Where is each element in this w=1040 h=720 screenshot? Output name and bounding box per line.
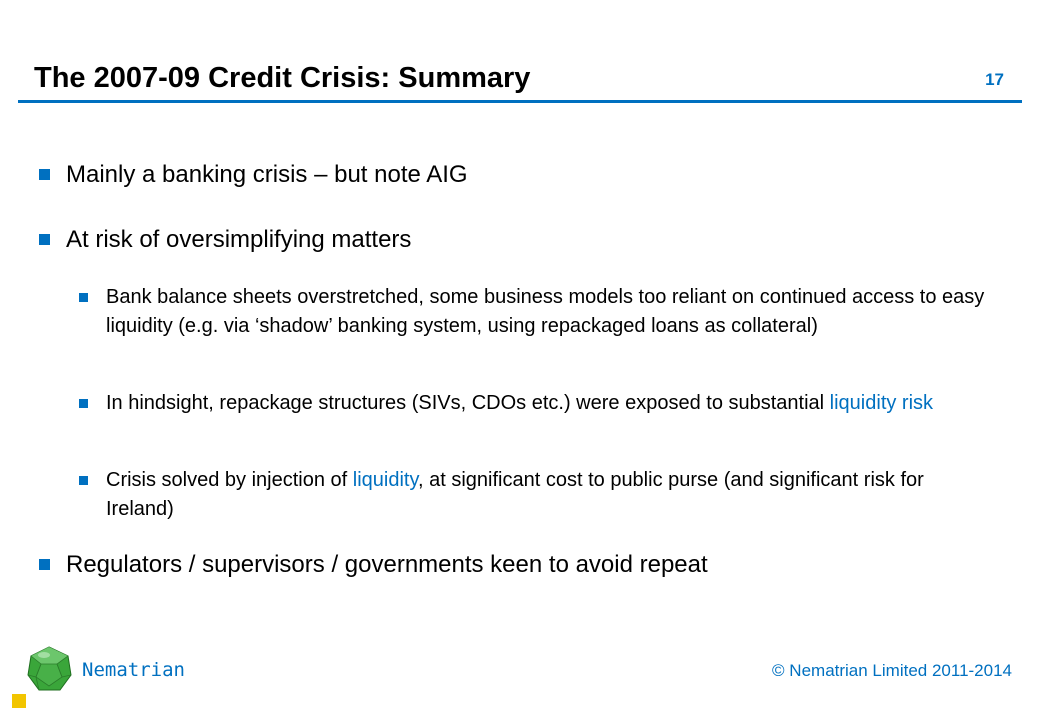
sub-bullet-text: In hindsight, repackage structures (SIVs, CDOs etc.) were exposed to substantial [106,392,830,414]
corner-marker [12,694,26,708]
slide-number: 17 [985,70,1004,89]
brand-name: Nematrian [82,659,185,681]
liquidity-risk-link[interactable]: liquidity risk [829,392,934,414]
sub-bullet-text: , at significant cost to public purse (and significant risk for Ireland) [106,469,924,520]
slide-title: The 2007-09 Credit Crisis: Summary [34,62,531,94]
sub-bullet-crisis-solved [106,466,986,524]
bullet-regulators: Regulators / supervisors / governments keen to avoid repeat [66,550,986,580]
title-divider [18,100,1022,103]
bullet-oversimplifying: At risk of oversimplifying matters [66,225,986,255]
bullet-banking-crisis: Mainly a banking crisis – but note AIG [66,160,986,190]
liquidity-link[interactable]: liquidity [352,469,418,491]
sub-bullet-balance-sheets: Bank balance sheets overstretched, some business models too reliant on continued access to easy liquidity (e.g. via ‘shadow’ banking system, using repackaged loans as collateral) [106,283,986,341]
copyright-notice: © Nematrian Limited 2011-2014 [772,661,1012,680]
sub-bullet-repackage-structures [106,389,986,418]
green-polyhedron-logo-icon [24,644,74,694]
sub-bullet-text: Crisis solved by injection of [106,469,353,491]
